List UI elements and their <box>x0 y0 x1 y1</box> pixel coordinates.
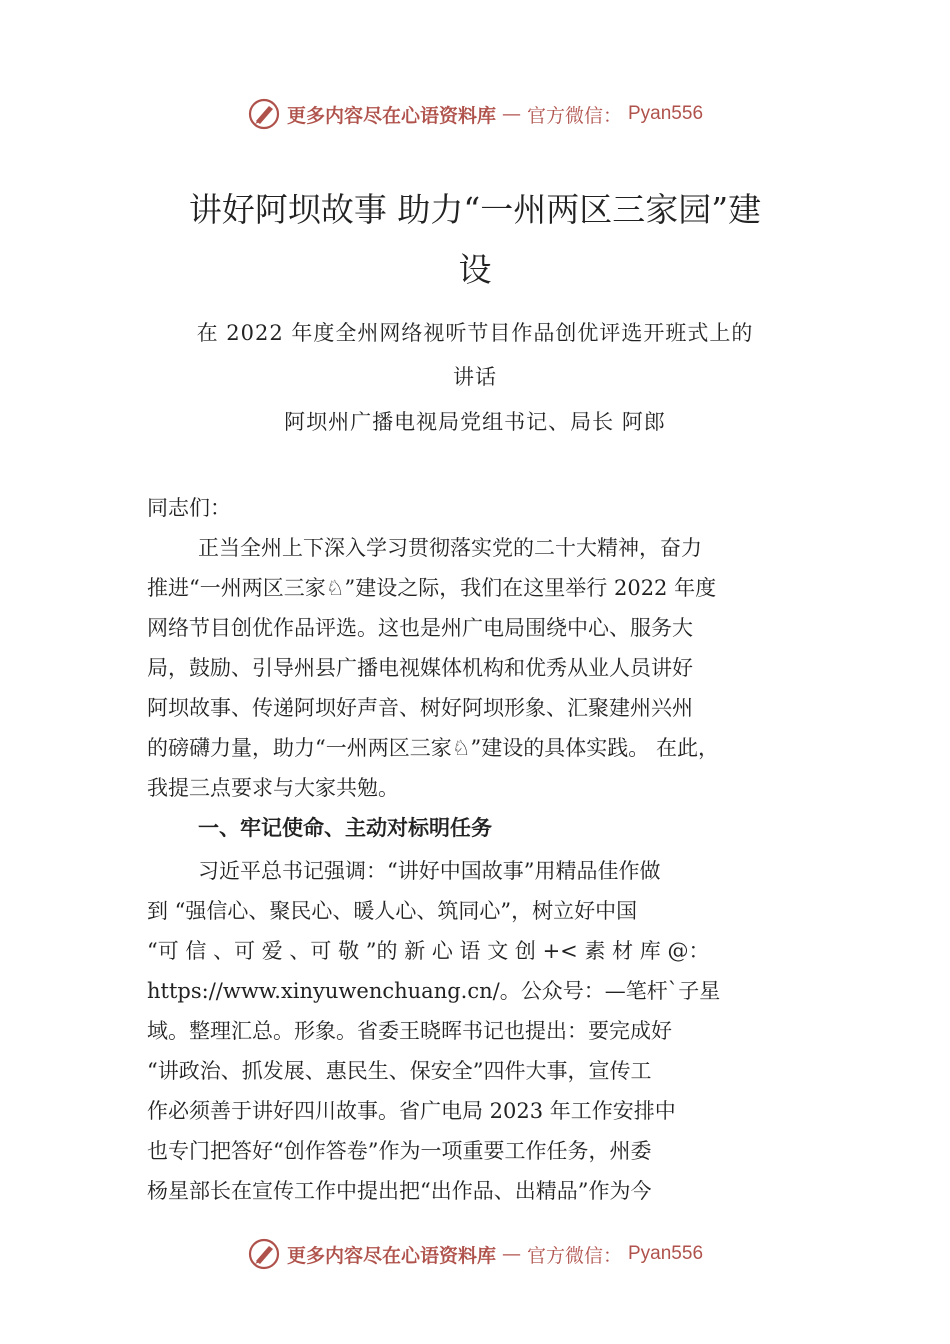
paragraph-line: 习近平总书记强调：“讲好中国故事”用精品佳作做 <box>198 859 661 883</box>
paragraph-line: 也专门把答好“创作答卷”作为一项重要工作任务，州委 <box>147 1139 652 1163</box>
section-heading-1: 一、牢记使命、主动对标明任务 <box>198 816 492 840</box>
document-subtitle-line-2: 讲话 <box>453 365 497 389</box>
banner-dash: — <box>501 103 521 125</box>
document-author: 阿坝州广播电视局党组书记、局长 阿郎 <box>284 410 666 434</box>
pen-logo-icon <box>247 1237 281 1271</box>
paragraph-line: 域。整理汇总。形象。省委王晓晖书记也提出：要完成好 <box>147 1019 672 1043</box>
document-subtitle-line-1: 在 2022 年度全州网络视听节目作品创优评选开班式上的 <box>196 321 754 345</box>
paragraph-line: “可 信 、可 爱 、可 敬 ”的 新 心 语 文 创 +< 素 材 库 @： <box>147 939 710 963</box>
paragraph-line: 杨星部长在宣传工作中提出把“出作品、出精品”作为今 <box>147 1179 652 1203</box>
document-title-line-1: 讲好阿坝故事 助力“一州两区三家园”建 <box>188 190 762 229</box>
document-title-line-2: 设 <box>458 250 492 289</box>
banner-wechat-id: Pyan556 <box>628 103 704 124</box>
paragraph-line: 作必须善于讲好四川故事。省广电局 2023 年工作安排中 <box>147 1099 676 1123</box>
banner-dash: — <box>501 1243 521 1265</box>
salutation: 同志们： <box>147 496 231 520</box>
banner-brand-text: 更多内容尽在心语资料库 <box>286 104 496 127</box>
banner-brand-text: 更多内容尽在心语资料库 <box>286 1244 496 1267</box>
footer-watermark-banner <box>0 1234 950 1274</box>
paragraph-line: “讲政治、抓发展、惠民生、保安全”四件大事，宣传工 <box>147 1059 652 1083</box>
paragraph-line: 推进“一州两区三家♘”建设之际，我们在这里举行 2022 年度 <box>147 576 717 600</box>
banner-wechat-label: 官方微信： <box>526 1244 622 1267</box>
paragraph-line: 正当全州上下深入学习贯彻落实党的二十大精神，奋力 <box>198 536 702 560</box>
header-watermark-banner <box>0 94 950 134</box>
paragraph-line: 到 “强信心、聚民心、暖人心、筑同心”，树立好中国 <box>147 899 638 923</box>
paragraph-line: 网络节目创优作品评选。这也是州广电局围绕中心、服务大 <box>147 616 693 640</box>
paragraph-line: 我提三点要求与大家共勉。 <box>147 776 399 800</box>
paragraph-line: https://www.xinyuwenchuang.cn/。公众号：—笔杆`子星 <box>147 979 721 1003</box>
paragraph-line: 的磅礴力量，助力“一州两区三家♘”建设的具体实践。 在此， <box>147 736 719 760</box>
banner-wechat-label: 官方微信： <box>526 104 622 127</box>
banner-wechat-id: Pyan556 <box>628 1243 704 1264</box>
pen-logo-icon <box>247 97 281 131</box>
paragraph-line: 局，鼓励、引导州县广播电视媒体机构和优秀从业人员讲好 <box>147 656 693 680</box>
paragraph-line: 阿坝故事、传递阿坝好声音、树好阿坝形象、汇聚建州兴州 <box>147 696 693 720</box>
